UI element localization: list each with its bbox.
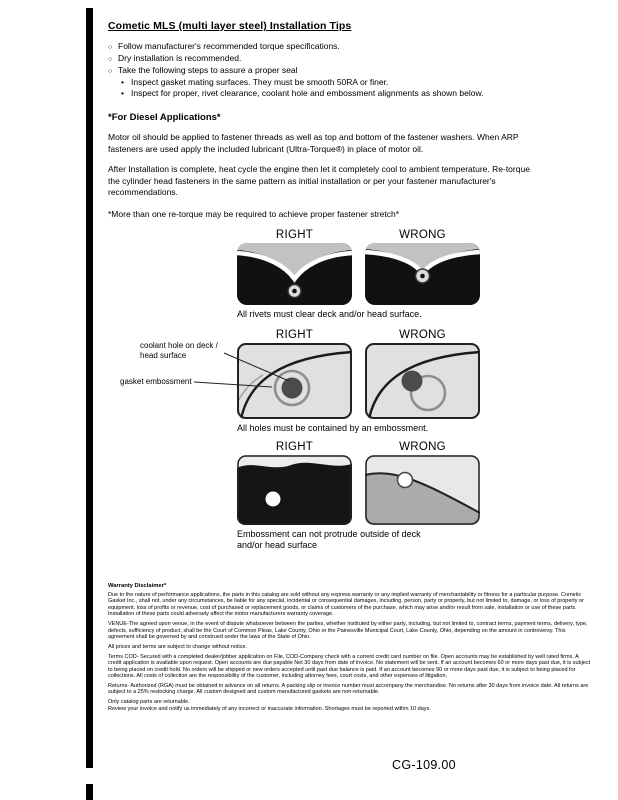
- tip-text: Dry installation is recommended.: [118, 53, 242, 63]
- tip-text: Inspect for proper, rivet clearance, coolant hole and embossment alignments as shown below.: [131, 88, 484, 98]
- tip-item: [108, 53, 592, 65]
- fig2-right-illustration: [237, 343, 352, 419]
- warranty-paragraph: Terms COD- Secured with a completed dealer/jobber application on File, COD-Company check with a current credit card number on file. Open accounts may be established by well rated firms. A credit application is available upon request. Open accounts are due payable Net 30 days from date of invoice. No statement will be sent. If an account becomes 60 or more days past due, it is subject to being placed on credit hold. No orders will be shipped or new orders accepted until past due balance is paid. If an account becomes 90 or more days past due, it is subject to being placed for collections. All costs of collection are the responsibility of the customer, including attorney fees, court costs, and other expenses of litigation.: [108, 653, 591, 679]
- circle-bullet-marker: [108, 53, 118, 65]
- fig3-right-illustration: [237, 455, 352, 525]
- fig1-caption: All rivets must clear deck and/or head surface.: [237, 308, 422, 319]
- fig2-wrong-illustration: [365, 343, 480, 419]
- page-content: [108, 20, 592, 712]
- retorque-note: *More than one re-torque may be required to achieve proper fastener stretch*: [108, 208, 400, 219]
- fig3-right-label: RIGHT: [275, 440, 314, 453]
- coolant-hole-annotation: coolant hole on deck / head surface: [140, 340, 218, 360]
- tip-text: Inspect gasket mating surfaces. They must be smooth 50RA or finer.: [131, 77, 389, 87]
- page-code: CG-109.00: [392, 758, 456, 772]
- diesel-paragraph-1: Motor oil should be applied to fastener threads as well as top and bottom of the fastener washers. When ARP fasteners are used apply the included lubricant (Ultra-Torque®) in place of motor oil.: [108, 132, 519, 154]
- diesel-paragraph-2: After Installation is complete, heat cycle the engine then let it completely cool to ambient temperature. Re-torque the cylinder head fasteners in the same pattern as initial installation or per your fastener manufacturer's recommendations.: [108, 164, 530, 197]
- warranty-paragraph: VENUE-The agreed upon venue, in the event of dispute whatsoever between the parties, whether instituted by either party, including, but not limited to, contract terms, payment terms, delivery, type, defects, sufficiency of product, shall be the Court of Common Pleas, Lake County, Ohio or the Painesville Municipal Court, Lake County, Ohio, depending on the amount in controversy. This agreement shall be governed by and construed under the laws of the State of Ohio.: [108, 621, 588, 640]
- page-edge-mark: [86, 8, 93, 768]
- instruction-figures: [108, 229, 592, 569]
- fig3-wrong-label: WRONG: [399, 440, 446, 453]
- circle-bullet-marker: [108, 41, 118, 53]
- warranty-paragraph: Due to the nature of performance applications, the parts in this catalog are sold without any express warranty or any implied warranty of merchantability or fitness for a particular purpose. Cometic Gasket Inc., shall not, under any circumstances, be liable for any special, incidental or consequential damages, including, person, party or property, but not limited to, damage, or loss of property or equipment, loss of profits or revenue, cost of purchased or replacement goods, or claims of customers of the purchase, which may arise and/or result from sale, installation or use of these parts. Installation of these parts could adversely affect the motor manufacturers warranty coverage.: [108, 592, 584, 618]
- warranty-paragraph: All prices and terms are subject to change without notice.: [108, 643, 248, 650]
- circle-bullet-marker: [108, 65, 118, 77]
- dot-bullet-marker: [121, 77, 131, 88]
- fig2-wrong-label: WRONG: [399, 328, 446, 341]
- warranty-heading: Warranty Disclaimer*: [108, 582, 167, 589]
- fig1-wrong-illustration: [365, 243, 480, 305]
- gasket-embossment-annotation: gasket embossment: [120, 376, 192, 386]
- tip-sub-item: [108, 88, 592, 99]
- warranty-disclaimer-section: [108, 583, 592, 713]
- tip-sub-item: [108, 77, 592, 88]
- installation-tips-list: [108, 41, 592, 99]
- warranty-paragraph: Only catalog parts are returnable.: [108, 699, 190, 706]
- fig1-wrong-label: WRONG: [399, 228, 446, 241]
- warranty-paragraph: Review your invoice and notify us immediately of any incorrect or inaccurate information. Shortages must be reported within 10 days.: [108, 705, 431, 712]
- tip-item: [108, 65, 592, 77]
- fig2-right-label: RIGHT: [275, 328, 314, 341]
- fig1-right-label: RIGHT: [275, 228, 314, 241]
- fig3-wrong-illustration: [365, 455, 480, 525]
- tip-text: Follow manufacturer's recommended torque specifications.: [118, 41, 340, 51]
- fig3-caption: Embossment can not protrude outside of deck and/or head surface: [237, 528, 421, 550]
- tip-text: Take the following steps to assure a proper seal: [118, 65, 298, 75]
- tip-item: [108, 41, 592, 53]
- dot-bullet-marker: [121, 88, 131, 99]
- warranty-paragraph: Returns- Authorized (RGA) must be obtained in advance on all returns. A packing slip or invoice number must accompany the merchandise. No returns after 30 days from invoice date. All returns are subject to a 25% restocking charge. All custom designed and custom manufactured gaskets are non-returnable.: [108, 682, 589, 696]
- diesel-applications-heading: *For Diesel Applications*: [108, 112, 221, 123]
- fig1-right-illustration: [237, 243, 352, 305]
- fig2-caption: All holes must be contained by an embossment.: [237, 422, 429, 433]
- page-edge-mark-bottom: [86, 784, 93, 800]
- page-title: Cometic MLS (multi layer steel) Installation Tips: [108, 20, 352, 32]
